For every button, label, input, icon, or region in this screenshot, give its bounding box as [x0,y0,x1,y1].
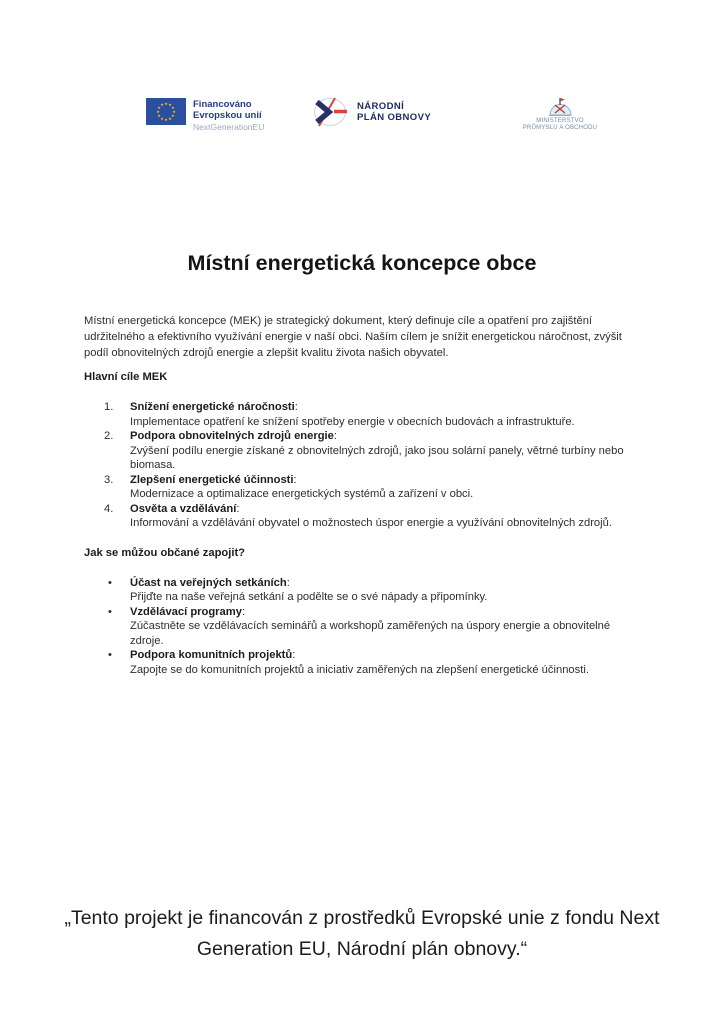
goal-term: Zlepšení energetické účinnosti [130,473,294,486]
page-title: Místní energetická koncepce obce [187,251,537,275]
svg-text:★: ★ [160,102,164,108]
document-body [84,313,641,677]
colon: : [333,430,337,442]
funding-statement [0,903,724,965]
colon: : [236,502,240,515]
svg-text:★: ★ [156,109,160,114]
participation-desc: Přijďte na naše veřejná setkání a podělte se o své nápady a připomínky. [130,591,488,603]
npo-logo-line1: NÁRODNÍ [357,100,405,112]
goal-desc: Zvýšení podílu energie získané z obnovitelných zdrojů, jako jsou solární panely, větrné turbíny nebo biomasa. [130,444,624,471]
goals-list [84,400,641,531]
participation-item-1 [84,576,641,605]
mpo-emblem-icon [547,96,573,118]
goal-item-4 [84,502,641,531]
svg-text:★: ★ [171,105,175,110]
colon: : [241,605,246,618]
goal-number: 3. [104,473,114,486]
svg-text:★: ★ [160,115,164,121]
eu-logo-line1: Financováno [193,99,252,110]
eu-logo-line3: NextGenerationEU [193,122,265,132]
participation-desc: Zúčastněte se vzdělávacích seminářů a workshopů zaměřených na úspory energie a obnovitelné zdroje. [130,620,611,647]
goal-term: Osvěta a vzdělávání [130,502,237,515]
mpo-logo-line1: MINISTERSTVO [536,118,584,124]
eu-funding-logo [146,98,264,133]
svg-text:★: ★ [164,101,168,106]
svg-text:★: ★ [157,113,161,118]
npo-logo-line2: PLÁN OBNOVY [357,112,432,123]
participation-term: Vzdělávací programy [130,605,242,618]
funding-statement-line1: „Tento projekt je financován z prostředků Evropské unie z fondu Next [64,907,660,929]
participation-heading: Jak se můžou občané zapojit? [84,546,246,559]
svg-text:★: ★ [168,115,172,121]
goal-number: 1. [104,401,114,413]
svg-text:★: ★ [168,102,172,108]
colon: : [292,649,296,661]
funding-statement-line2: Generation EU, Národní plán obnovy.“ [196,938,528,960]
goal-term: Podpora obnovitelných zdrojů energie [130,430,334,442]
colon: : [294,401,298,413]
eu-flag-icon [146,98,186,125]
goal-item-2 [84,429,641,473]
ministry-industry-trade-logo [522,96,598,132]
goal-number: 2. [104,430,114,442]
intro-paragraph: Místní energetická koncepce (MEK) je strategický dokument, který definuje cíle a opatření pro zajištění udržitelného a efektivního využívání energie v naší obci. Naším cílem je snížit energetickou náročnost, zvýšit podíl obnovitelných zdrojů energie a zlepšit kvalitu života našich obyvatel. [84,315,622,359]
narodni-plan-obnovy-logo [313,96,431,128]
goal-term: Snížení energetické náročnosti [130,401,295,413]
svg-text:★: ★ [171,113,175,118]
svg-text:★: ★ [157,105,161,110]
npo-symbol-icon [313,96,349,128]
goal-item-1 [84,400,641,429]
colon: : [286,576,290,589]
bullet-icon: • [108,576,112,589]
svg-text:★: ★ [172,109,176,114]
eu-logo-line2: Evropskou unií [193,110,262,121]
goal-desc: Modernizace a optimalizace energetických systémů a zařízení v obci. [130,488,474,500]
svg-text:★: ★ [164,117,168,122]
bullet-icon: • [108,649,112,661]
goal-number: 4. [104,502,114,515]
mpo-logo-line2: PRŮMYSLU A OBCHODU [522,125,598,131]
participation-item-3 [84,648,641,677]
participation-term: Podpora komunitních projektů [130,649,293,661]
goal-item-3 [84,473,641,502]
goal-desc: Informování a vzdělávání obyvatel o možnostech úspor energie a využívání obnovitelných zdrojů. [130,517,612,529]
bullet-icon: • [108,605,112,618]
participation-item-2 [84,605,641,649]
participation-term: Účast na veřejných setkáních [130,576,287,589]
goal-desc: Implementace opatření ke snížení spotřeby energie v obecních budovách a infrastruktuře. [130,415,575,428]
colon: : [293,473,297,486]
participation-desc: Zapojte se do komunitních projektů a iniciativ zaměřených na zlepšení energetické účinnosti. [130,663,589,676]
goals-heading: Hlavní cíle MEK [84,371,168,383]
participation-list [84,576,641,678]
